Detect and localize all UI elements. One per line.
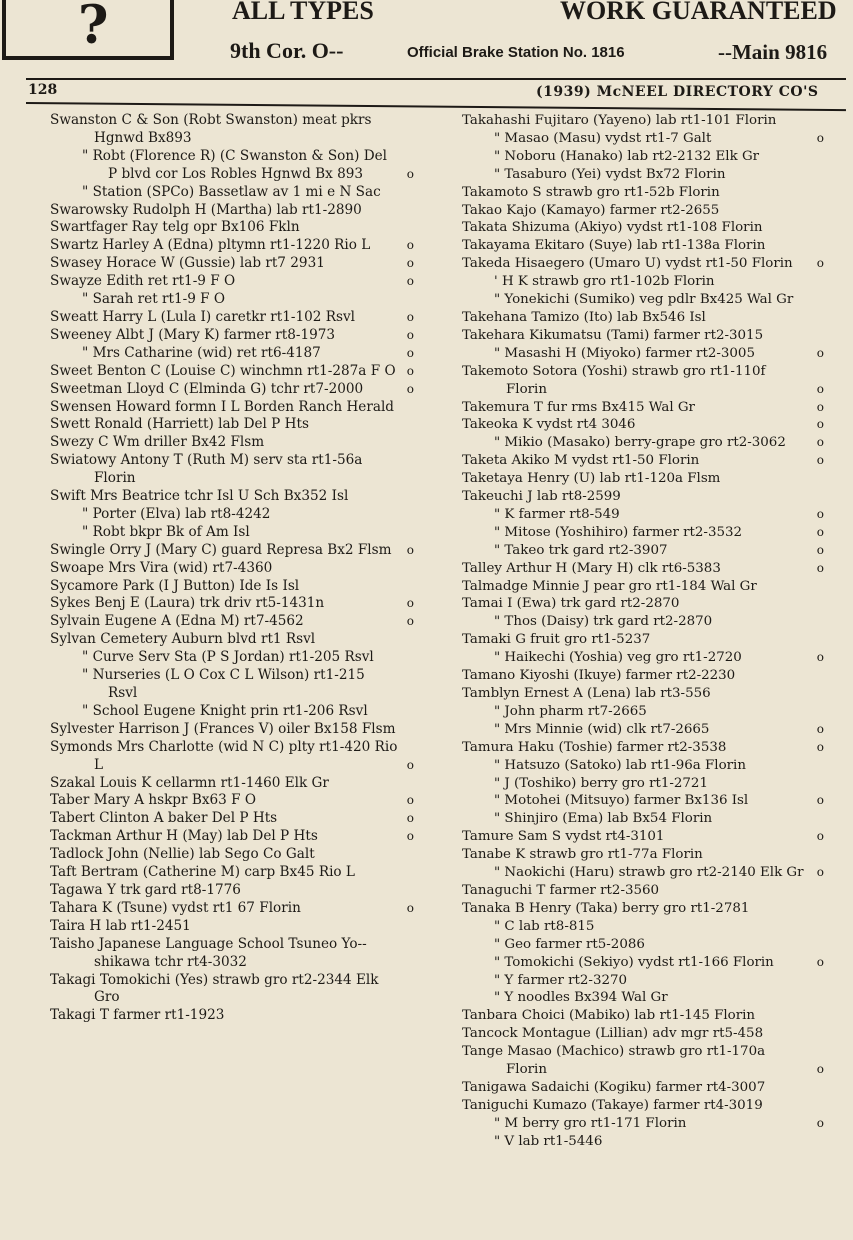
entry-marker: o [816, 453, 824, 468]
entry-text: " V lab rt1-5446 [494, 1133, 603, 1149]
entry-marker: o [406, 327, 414, 342]
entry-text: Sylvan Cemetery Auburn blvd rt1 Rsvl [50, 631, 316, 648]
entry-text: Takao Kajo (Kamayo) farmer rt2-2655 [462, 202, 720, 218]
directory-entry [50, 649, 414, 667]
directory-entry [50, 667, 414, 703]
entry-text: " Thos (Daisy) trk gard rt2-2870 [494, 614, 713, 630]
entry-marker: o [816, 1115, 824, 1130]
entry-marker: o [406, 811, 414, 826]
directory-entry [50, 524, 414, 542]
directory-entry [50, 112, 414, 148]
entry-text: Tabert Clinton A baker Del P Hts [50, 810, 278, 827]
entry-text: Tackman Arthur H (May) lab Del P Hts [50, 828, 318, 845]
entry-text: " Porter (Elva) lab rt8-4242 [82, 505, 271, 522]
directory-entry [462, 613, 824, 631]
directory-entry [50, 327, 414, 345]
entry-text: Tahara K (Tsune) vydst rt1 67 Florin [50, 899, 301, 916]
directory-entry [462, 130, 824, 148]
directory-entry [50, 273, 414, 291]
directory-entry [462, 1133, 824, 1151]
directory-entry [462, 1007, 824, 1025]
entry-marker: o [816, 506, 824, 521]
entry-text: " Motohei (Mitsuyo) farmer Bx136 Isl [494, 793, 749, 809]
entry-text: Swezy C Wm driller Bx42 Flsm [50, 434, 265, 451]
entry-text: " Geo farmer rt5-2086 [494, 936, 645, 952]
directory-entry [50, 345, 414, 363]
ad-address: 9th Cor. O-- [230, 38, 344, 63]
directory-entry [462, 291, 824, 309]
directory-entry [462, 184, 824, 202]
ad-brake-station: Official Brake Station No. 1816 [407, 44, 625, 61]
entry-marker: o [816, 345, 824, 360]
entry-marker: o [406, 596, 414, 611]
entry-text: Tanigawa Sadaichi (Kogiku) farmer rt4-3007 [462, 1079, 766, 1095]
directory-entry [50, 434, 414, 452]
directory-entry [462, 363, 824, 399]
entry-marker: o [406, 166, 414, 181]
directory-entry [462, 560, 824, 578]
directory-entry [462, 255, 824, 273]
entry-marker: o [816, 256, 824, 271]
entry-text: Tamano Kiyoshi (Ikuye) farmer rt2-2230 [462, 668, 736, 684]
entry-text: " Station (SPCo) Bassetlaw av 1 mi e N Sac [82, 183, 381, 200]
entry-marker: o [816, 954, 824, 969]
entry-text: Taketa Akiko M vydst rt1-50 Florin [462, 453, 700, 469]
entry-text: " Noboru (Hanako) lab rt2-2132 Elk Gr [494, 148, 760, 164]
entry-marker: o [406, 256, 414, 271]
directory-entry [462, 452, 824, 470]
directory-entry [462, 578, 824, 596]
entry-text: Swarowsky Rudolph H (Martha) lab rt1-2890 [50, 201, 362, 218]
directory-entry [50, 900, 414, 918]
entry-text: " Takeo trk gard rt2-3907 [494, 542, 668, 558]
entry-text: " John pharm rt7-2665 [494, 703, 647, 719]
entry-text: Swett Ronald (Harriett) lab Del P Hts [50, 416, 309, 433]
directory-entry [462, 488, 824, 506]
entry-text: Swasey Horace W (Gussie) lab rt7 2931 [50, 255, 325, 272]
directory-entry [462, 864, 824, 882]
ad-work-guaranteed: WORK GUARANTEED [560, 0, 837, 25]
entry-text: Taniguchi Kumazo (Takaye) farmer rt4-3019 [462, 1097, 763, 1113]
entry-text: Swensen Howard formn I L Borden Ranch Herald [50, 398, 395, 415]
entry-text: " Tasaburo (Yei) vydst Bx72 Florin [494, 166, 726, 182]
directory-entry [462, 828, 824, 846]
directory-entry [462, 703, 824, 721]
directory-entry [50, 936, 414, 972]
directory-entry [462, 972, 824, 990]
entry-text: Takehana Tamizo (Ito) lab Bx546 Isl [462, 309, 706, 325]
running-head: (1939) McNEEL DIRECTORY CO'S [536, 84, 819, 100]
entry-text: Symonds Mrs Charlotte (wid N C) plty rt1-420 Rio L [50, 738, 398, 773]
entry-text: " Curve Serv Sta (P S Jordan) rt1-205 Rsvl [82, 649, 374, 666]
directory-entry [462, 506, 824, 524]
directory-entry [462, 649, 824, 667]
entry-text: Tagawa Y trk gard rt8-1776 [50, 881, 241, 898]
directory-entry [50, 631, 414, 649]
entry-marker: o [406, 381, 414, 396]
left-column [50, 112, 414, 1025]
entry-text: " C lab rt8-815 [494, 918, 595, 934]
entry-text: Takehara Kikumatsu (Tami) farmer rt2-3015 [462, 327, 764, 343]
entry-text: Tamure Sam S vydst rt4-3101 [462, 829, 665, 845]
entry-marker: o [406, 757, 414, 772]
ad-phone: --Main 9816 [718, 40, 828, 64]
entry-text: " Mikio (Masako) berry-grape gro rt2-3062 [494, 435, 786, 451]
entry-text: Szakal Louis K cellarmn rt1-1460 Elk Gr [50, 774, 329, 791]
entry-text: Swingle Orry J (Mary C) guard Represa Bx2 Flsm [50, 541, 392, 558]
entry-text: Tanbara Choici (Mabiko) lab rt1-145 Florin [462, 1008, 756, 1024]
entry-text: Talmadge Minnie J pear gro rt1-184 Wal Gr [462, 578, 757, 594]
entry-text: Takeda Hisaegero (Umaro U) vydst rt1-50 Florin [462, 256, 793, 272]
directory-entry [462, 219, 824, 237]
ad-all-types: ALL TYPES [232, 0, 374, 25]
entry-text: " Shinjiro (Ema) lab Bx54 Florin [494, 811, 713, 827]
directory-entry [462, 989, 824, 1007]
entry-text: Takemoto Sotora (Yoshi) strawb gro rt1-110f Florin [462, 363, 766, 397]
directory-entry [462, 1115, 824, 1133]
directory-entry [462, 434, 824, 452]
ad-box [2, 0, 174, 60]
directory-entry [462, 631, 824, 649]
directory-entry [50, 972, 414, 1008]
entry-text: " School Eugene Knight prin rt1-206 Rsvl [82, 702, 368, 719]
entry-marker: o [816, 721, 824, 736]
directory-entry [50, 291, 414, 309]
entry-text: Tanabe K strawb gro rt1-77a Florin [462, 847, 703, 863]
entry-text: ' H K strawb gro rt1-102b Florin [494, 274, 715, 290]
entry-text: Tadlock John (Nellie) lab Sego Co Galt [50, 846, 315, 863]
directory-entry [462, 757, 824, 775]
entry-text: " Masao (Masu) vydst rt1-7 Galt [494, 130, 712, 146]
directory-entry [462, 846, 824, 864]
entry-text: " Mrs Catharine (wid) ret rt6-4187 [82, 344, 321, 361]
entry-text: Sycamore Park (I J Button) Ide Is Isl [50, 577, 300, 594]
entry-text: Talley Arthur H (Mary H) clk rt6-5383 [462, 560, 721, 576]
entry-text: Sylvester Harrison J (Frances V) oiler Bx158 Flsm [50, 720, 396, 737]
directory-entry [50, 775, 414, 793]
entry-text: Takeoka K vydst rt4 3046 [462, 417, 636, 433]
header-rule-bottom [26, 102, 846, 111]
directory-entry [50, 506, 414, 524]
entry-marker: o [816, 865, 824, 880]
directory-entry [462, 542, 824, 560]
entry-text: Takagi T farmer rt1-1923 [50, 1007, 225, 1024]
entry-text: Takamoto S strawb gro rt1-52b Florin [462, 184, 720, 200]
directory-entry [462, 524, 824, 542]
directory-entry [462, 237, 824, 255]
directory-entry [50, 882, 414, 900]
question-mark-logo: ? [78, 0, 109, 56]
entry-text: Swanston C & Son (Robt Swanston) meat pkrs Hgnwd Bx893 [50, 112, 372, 146]
page-number: 128 [28, 82, 58, 98]
entry-text: Swartz Harley A (Edna) pltymn rt1-1220 Rio L [50, 237, 371, 254]
entry-marker: o [816, 130, 824, 145]
entry-text: " K farmer rt8-549 [494, 506, 620, 522]
entry-text: Tanaguchi T farmer rt2-3560 [462, 882, 660, 898]
entry-text: Takemura T fur rms Bx415 Wal Gr [462, 399, 695, 415]
entry-marker: o [406, 274, 414, 289]
directory-entry [462, 470, 824, 488]
entry-text: Takata Shizuma (Akiyo) vydst rt1-108 Florin [462, 220, 763, 236]
entry-marker: o [816, 381, 824, 396]
directory-entry [50, 560, 414, 578]
directory-entry [462, 936, 824, 954]
right-column [462, 112, 824, 1151]
entry-marker: o [816, 793, 824, 808]
entry-text: " Hatsuzo (Satoko) lab rt1-96a Florin [494, 757, 746, 773]
directory-entry [462, 1079, 824, 1097]
entry-marker: o [406, 309, 414, 324]
directory-entry [50, 918, 414, 936]
entry-text: Tamblyn Ernest A (Lena) lab rt3-556 [462, 686, 711, 701]
entry-marker: o [406, 363, 414, 378]
entry-text: Taft Bertram (Catherine M) carp Bx45 Rio L [50, 864, 355, 881]
entry-text: " Masashi H (Miyoko) farmer rt2-3005 [494, 345, 755, 361]
directory-entry [462, 918, 824, 936]
directory-entry [462, 775, 824, 793]
entry-text: Swoape Mrs Vira (wid) rt7-4360 [50, 559, 273, 576]
directory-entry [50, 703, 414, 721]
entry-text: Takagi Tomokichi (Yes) strawb gro rt2-2344 Elk Gro [50, 971, 379, 1006]
entry-text: " Yonekichi (Sumiko) veg pdlr Bx425 Wal Gr [494, 292, 794, 308]
directory-entry [462, 112, 824, 130]
entry-marker: o [406, 238, 414, 253]
entry-text: " Tomokichi (Sekiyo) vydst rt1-166 Florin [494, 954, 774, 970]
directory-entry [50, 416, 414, 434]
directory-entry [462, 309, 824, 327]
directory-entry [50, 488, 414, 506]
entry-text: " Nurseries (L O Cox C L Wilson) rt1-215 Rsvl [82, 667, 365, 701]
entry-text: Taber Mary A hskpr Bx63 F O [50, 792, 257, 809]
entry-marker: o [816, 542, 824, 557]
entry-text: Taisho Japanese Language School Tsuneo Yo--shikawa tchr rt4-3032 [50, 935, 367, 970]
directory-entry [462, 810, 824, 828]
header-rule-top [26, 78, 846, 80]
entry-text: Sweatt Harry L (Lula I) caretkr rt1-102 Rsvl [50, 308, 355, 325]
directory-entry [462, 882, 824, 900]
entry-text: Takayama Ekitaro (Suye) lab rt1-138a Florin [462, 238, 766, 254]
directory-entry [462, 345, 824, 363]
directory-entry [462, 595, 824, 613]
directory-entry [462, 685, 824, 703]
entry-text: Tanaka B Henry (Taka) berry gro rt1-2781 [462, 900, 750, 916]
entry-text: " Y noodles Bx394 Wal Gr [494, 990, 668, 1006]
directory-entry [462, 273, 824, 291]
entry-text: Tamura Haku (Toshie) farmer rt2-3538 [462, 739, 727, 755]
entry-text: Sweet Benton C (Louise C) winchmn rt1-287a F O [50, 362, 396, 379]
entry-marker: o [816, 829, 824, 844]
directory-entry [50, 309, 414, 327]
directory-entry [462, 667, 824, 685]
entry-text: Swartfager Ray telg opr Bx106 Fkln [50, 219, 300, 236]
entry-marker: o [816, 524, 824, 539]
directory-entry [462, 900, 824, 918]
directory-entry [50, 184, 414, 202]
directory-entry [462, 148, 824, 166]
directory-entry [50, 1007, 414, 1025]
entry-text: " Mitose (Yoshihiro) farmer rt2-3532 [494, 524, 743, 540]
entry-text: Sykes Benj E (Laura) trk driv rt5-1431n [50, 595, 325, 612]
entry-text: Takeuchi J lab rt8-2599 [462, 489, 621, 505]
entry-text: " Haikechi (Yoshia) veg gro rt1-2720 [494, 650, 742, 666]
entry-marker: o [406, 542, 414, 557]
directory-entry [462, 792, 824, 810]
entry-text: Tange Masao (Machico) strawb gro rt1-170a Florin [462, 1044, 766, 1078]
directory-entry [50, 381, 414, 399]
entry-marker: o [816, 435, 824, 450]
entry-marker: o [816, 399, 824, 414]
directory-entry [50, 613, 414, 631]
directory-entry [462, 327, 824, 345]
entry-text: Tancock Montague (Lillian) adv mgr rt5-458 [462, 1026, 764, 1042]
directory-entry [50, 828, 414, 846]
directory-entry [462, 1025, 824, 1043]
entry-text: Sweetman Lloyd C (Elminda G) tchr rt7-2000 [50, 380, 364, 397]
entry-text: Sweeney Albt J (Mary K) farmer rt8-1973 [50, 326, 336, 343]
entry-text: " M berry gro rt1-171 Florin [494, 1115, 687, 1131]
entry-marker: o [406, 900, 414, 915]
entry-text: Takahashi Fujitaro (Yayeno) lab rt1-101 Florin [462, 113, 777, 128]
directory-entry [50, 148, 414, 184]
directory-entry [50, 721, 414, 739]
directory-entry [50, 452, 414, 488]
entry-text: " Sarah ret rt1-9 F O [82, 291, 226, 308]
directory-entry [50, 399, 414, 417]
directory-entry [50, 363, 414, 381]
directory-entry [462, 1097, 824, 1115]
entry-marker: o [816, 739, 824, 754]
directory-entry [462, 721, 824, 739]
entry-text: Tamaki G fruit gro rt1-5237 [462, 632, 651, 648]
directory-entry [462, 739, 824, 757]
entry-text: " Naokichi (Haru) strawb gro rt2-2140 Elk Gr [494, 865, 804, 881]
entry-text: " Robt (Florence R) (C Swanston & Son) Del P blvd cor Los Robles Hgnwd Bx 893 [82, 147, 388, 182]
directory-entry [50, 595, 414, 613]
entry-text: Swift Mrs Beatrice tchr Isl U Sch Bx352 Isl [50, 488, 349, 505]
directory-entry [50, 792, 414, 810]
entry-marker: o [816, 650, 824, 665]
entry-marker: o [406, 345, 414, 360]
entry-marker: o [816, 417, 824, 432]
entry-text: " Mrs Minnie (wid) clk rt7-2665 [494, 721, 710, 737]
directory-entry [50, 864, 414, 882]
directory-entry [50, 202, 414, 220]
directory-entry [50, 542, 414, 560]
directory-entry [462, 954, 824, 972]
entry-text: Sylvain Eugene A (Edna M) rt7-4562 [50, 613, 304, 630]
directory-entry [50, 739, 414, 775]
entry-text: " Y farmer rt2-3270 [494, 972, 628, 988]
entry-text: Taketaya Henry (U) lab rt1-120a Flsm [462, 471, 721, 487]
entry-marker: o [406, 829, 414, 844]
entry-text: Tamai I (Ewa) trk gard rt2-2870 [462, 596, 680, 612]
directory-entry [462, 1043, 824, 1079]
entry-text: Swiatowy Antony T (Ruth M) serv sta rt1-56a Florin [50, 452, 363, 487]
entry-marker: o [816, 560, 824, 575]
directory-entry [462, 202, 824, 220]
directory-entry [50, 578, 414, 596]
directory-entry [50, 255, 414, 273]
directory-entry [50, 846, 414, 864]
entry-text: " Robt bkpr Bk of Am Isl [82, 523, 250, 540]
entry-marker: o [816, 1062, 824, 1077]
directory-entry [462, 416, 824, 434]
directory-entry [50, 219, 414, 237]
directory-entry [462, 166, 824, 184]
entry-text: Taira H lab rt1-2451 [50, 917, 191, 934]
directory-entry [50, 237, 414, 255]
entry-marker: o [406, 614, 414, 629]
entry-marker: o [406, 793, 414, 808]
directory-entry [50, 810, 414, 828]
entry-text: " J (Toshiko) berry gro rt1-2721 [494, 775, 708, 791]
directory-entry [462, 399, 824, 417]
entry-text: Swayze Edith ret rt1-9 F O [50, 273, 236, 290]
